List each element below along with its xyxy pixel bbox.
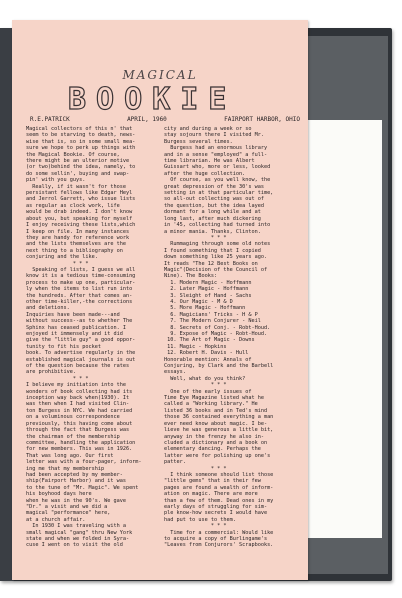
text-line: ship(Fairport Harbor) and it was [26, 478, 126, 485]
text-line: small magical "gang" thru New York [26, 529, 133, 536]
text-line: when he was in the 90's. We gave [26, 497, 126, 504]
text-line: are prohibitive. [26, 369, 76, 376]
text-line: through the fact that Burgess was [26, 427, 130, 434]
text-line: and in a sense "employed" a full- [164, 151, 268, 158]
text-line: lieve he was generous a little bit, [164, 427, 274, 434]
text-line: It reads "The 12 Best Books on [164, 260, 258, 267]
text-line: ing me that my membership [26, 465, 105, 472]
text-line: down something like 25 years ago. [164, 254, 268, 261]
text-line: give the "little guy" a good oppor- [26, 337, 136, 344]
text-line: and deletions. [26, 305, 70, 312]
issue-date: APRIL, 1960 [127, 116, 167, 123]
text-line: ton Burgess in NYC. We had carried [26, 407, 133, 414]
text-line: listed 36 books and in Ted's mind [164, 407, 268, 414]
text-line: essays. [164, 369, 186, 376]
text-line: previously, this having come about [26, 420, 133, 427]
text-line: I found something that I copied [164, 247, 261, 254]
text-line: long last, after much dickering [164, 215, 261, 222]
text-line: letter was with a four-pager, inform- [26, 459, 142, 466]
text-line: setting in at that particular time, [164, 190, 274, 197]
text-line: tunity to fit his pocket [26, 343, 101, 350]
text-line: I think someone should list those [164, 471, 274, 478]
text-line: 7. The Modern Conjurer - Neil [164, 318, 261, 325]
text-line: Time for a commercial: Would like [164, 529, 274, 536]
text-line: the question, but the idea layed [164, 202, 264, 209]
text-line: to acquire a copy of Burlingame's [164, 536, 268, 542]
text-line: inception way back when(1930). It [26, 395, 130, 402]
text-line: Honorable mention: Annals of [164, 356, 252, 363]
text-line: dormant for a long while and at [164, 209, 261, 216]
text-line: Burgess several times. [164, 138, 233, 145]
text-line: pin' with you guys. [26, 177, 86, 184]
text-line: those 36 contained everything a man [164, 414, 274, 421]
text-line: sure we hope to perk up things with [26, 145, 136, 152]
text-line: in '45, collecting had turned into [164, 222, 271, 229]
text-line: * * * [26, 260, 89, 267]
text-line: a minor mania. Thanks, Clinton. [164, 228, 261, 235]
newsletter-page [12, 20, 308, 580]
text-line: 1. Modern Magic - Hoffmann [164, 279, 252, 286]
text-line: other time-killer,-the corrections [26, 298, 133, 305]
text-line: called a "Working library." He [164, 401, 258, 408]
author: R.E.PATRICK [30, 116, 70, 123]
text-line: Rummaging through some old notes [164, 241, 271, 248]
text-line: as regular as clock work, life [26, 202, 120, 209]
text-line: next thing to a bibliography on [26, 247, 123, 254]
underlying-white-page [300, 120, 382, 538]
text-line: cluded a dictionary and a book on [164, 439, 268, 446]
text-line: wise that is, so in some small mea- [26, 138, 136, 145]
right-column [164, 126, 296, 549]
text-line: stay sojourn there I visited Mr. [164, 132, 264, 139]
text-line: 8. Secrets of Conj. - Robt-Houd. [164, 324, 271, 331]
text-line: persistant fellows like Edgar Heyl [26, 190, 133, 197]
text-line: enjoyed it immensely and it did [26, 331, 123, 337]
text-line: 2. Later Magic - Hoffmann [164, 286, 249, 293]
text-line: do some sellin', buying and swap- [26, 170, 130, 177]
text-line: and the lists themselves are the [26, 241, 126, 248]
text-line: Guissart who, more or less, looked [164, 164, 271, 171]
text-line: book. To advertise regularly in the [26, 350, 136, 357]
text-line: ple know-how secrets I would have [164, 510, 268, 517]
text-line: after the huge collection. [164, 170, 246, 177]
text-line: early days of struggling for sim- [164, 503, 268, 510]
text-line: anyway in the frenzy he also in- [164, 433, 264, 440]
text-line: his boyhood days here [26, 491, 92, 498]
text-line: * * * [164, 523, 227, 530]
text-line: Really, if it wasn't for those [26, 183, 126, 190]
text-line: of the question because the rates [26, 363, 130, 370]
text-line: they are handy for reference work [26, 234, 130, 241]
text-line: wonders of book collecting had its [26, 388, 133, 395]
text-line: city and during a week or so [164, 126, 252, 132]
text-line: "Leaves from Conjurors' Scrapbooks. [164, 542, 274, 549]
text-line: on a voluminous correspondence [26, 414, 120, 421]
text-line: 9. Expose of Magic - Robt-Houd. [164, 331, 268, 337]
text-line: ever need know about magic. I be- [164, 420, 268, 427]
text-line: Of course, as you well know, the [164, 177, 271, 184]
text-line: elementary dancing. Perhaps the [164, 446, 261, 453]
text-line: * * * [164, 234, 227, 241]
text-line: than a few of them. Dead ones in my [164, 497, 274, 504]
text-line: Burgess had an enormous library [164, 145, 268, 152]
text-line: established magical journals is out [26, 356, 136, 363]
text-line: 4. Our Magic - M & D [164, 298, 233, 305]
text-line: 11. Magic - Hopkins [164, 343, 227, 350]
text-line: Nine). The Books: [164, 273, 218, 280]
text-line: * * * [164, 465, 227, 472]
text-line: the hundreds. After that comes an- [26, 292, 133, 299]
text-line: Well, what do you think? [164, 375, 246, 382]
masthead-title: BOOKIE [68, 82, 237, 117]
text-line: "Dr." a visit and we did a [26, 503, 108, 510]
text-line: Magical collectors of this n' that [26, 126, 133, 132]
text-line: cuse I went on to visit the old [26, 542, 123, 549]
text-line: pages are found a wealth of inform- [164, 484, 274, 491]
text-line: 10. The Art of Magic - Downs [164, 337, 255, 344]
text-line: Inquiries have been made---and [26, 311, 120, 318]
text-line: I keep on file. In many instances [26, 228, 130, 235]
text-line: That was long ago. Our first [26, 452, 114, 459]
text-line: so all-out collecting was out of [164, 196, 264, 203]
text-line: 12. Robert H. Davis - Hull [164, 350, 249, 357]
text-line: Magic"(Decision of the Council of [164, 266, 268, 273]
text-line: was then when I had visited Clin- [26, 401, 130, 408]
text-line: would be drab indeed. I don't know [26, 209, 133, 216]
issue-place: FAIRPORT HARBOR, OHIO [224, 116, 300, 123]
text-line: magical "performance" here, [26, 510, 111, 517]
text-line: had put to use to them. [164, 516, 236, 523]
text-line: ly when the items to list run into [26, 286, 133, 293]
text-line: * * * [164, 382, 227, 389]
text-line: In 1930 I was traveling with a [26, 523, 126, 530]
masthead-meta [30, 116, 300, 123]
text-line: time librarian. He was Albert [164, 158, 255, 165]
text-line: and Jerrol Garrett, who issue lists [26, 196, 136, 203]
text-line: for new members. This was in 1926. [26, 446, 133, 453]
text-line: 3. Sleight of Hand - Sachs [164, 292, 252, 299]
text-line: to the tune of "Mr. Magic". We spent [26, 484, 139, 491]
text-line: 5. More Magic - Hoffmann [164, 305, 246, 312]
text-line: process to make up one, particular- [26, 279, 136, 286]
text-line: had been accepted by my member- [26, 471, 123, 478]
text-line: I enjoy receiving these lists,which [26, 222, 136, 229]
text-line: latter were for polishing up one's [164, 452, 271, 459]
text-line: 6. Magicians' Tricks - H & P [164, 311, 258, 318]
text-line: ation on magic. There are more [164, 491, 258, 498]
text-line: about you, but speaking for myself [26, 215, 133, 222]
text-line: seem to be starving to death, news- [26, 132, 136, 139]
text-line: (or two)behind the idea, namely, to [26, 164, 136, 171]
text-line: without success--as to whether The [26, 318, 133, 325]
text-line: Speaking of lists, I guess we all [26, 266, 136, 273]
left-column [26, 126, 158, 549]
text-line: the Magical Bookie. Of course, [26, 151, 120, 158]
text-line: conjuring and the like. [26, 254, 98, 261]
text-line: "little gems" that in their few [164, 478, 261, 485]
text-line: I believe my initiation into the [26, 382, 126, 389]
text-line: at a church affair. [26, 516, 86, 523]
text-line: Time Eye Magazine listed what he [164, 395, 264, 402]
masthead-magical: MAGICAL [122, 68, 198, 82]
text-line: great depression of the 30's was [164, 183, 264, 190]
text-line: Sphinx has ceased publication. I [26, 324, 126, 331]
text-line: Conjuring, by Clark and the Barbell [164, 363, 274, 370]
text-line: the chairman of the membership [26, 433, 120, 440]
text-line: committee, handling the application [26, 439, 136, 446]
text-line: there might be an ulterior motive [26, 158, 130, 165]
text-line: state and when we folded in Syra- [26, 536, 130, 542]
text-line: * * * [26, 375, 89, 382]
text-line: know it is a tedious time-consuming [26, 273, 136, 280]
text-line: One of the early issues of [164, 388, 252, 395]
text-line: patter. [164, 459, 186, 466]
